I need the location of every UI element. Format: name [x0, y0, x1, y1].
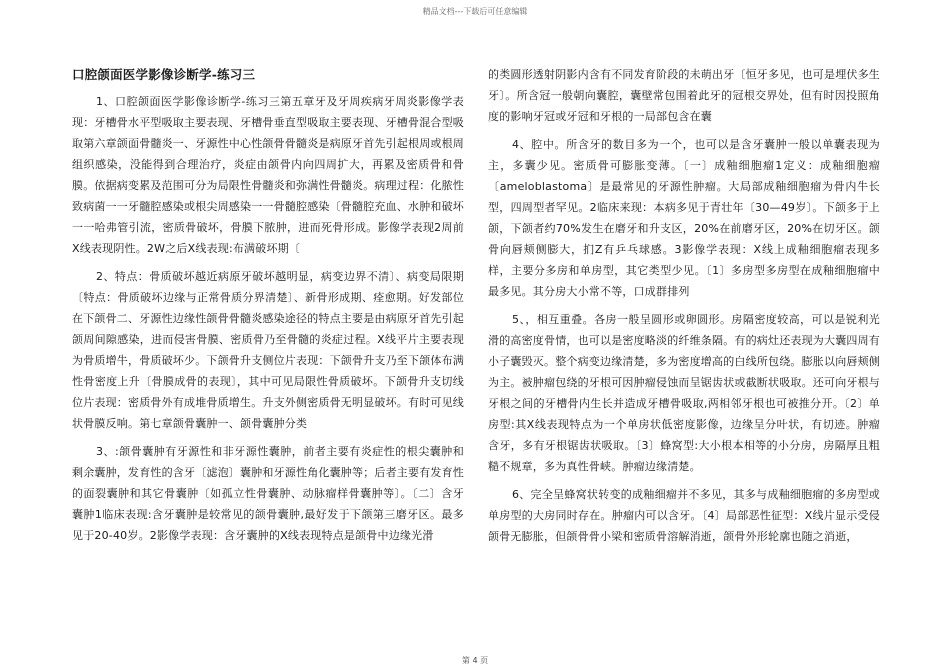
paragraph-continuation: 的类圆形透射阴影内含有不同发育阶段的未萌出牙〔恒牙多见，也可是埋伏多生牙〕。所含冠一般朝向囊腔，囊壁常包围着此牙的冠根交界处，但有时因投照角度的影响牙冠或牙冠和牙根的一局部包含在囊	[488, 68, 880, 123]
paragraph: 1、口腔颌面医学影像诊断学-练习三第五章牙及牙周疾病牙周炎影像学表现：牙槽骨水平型吸取主要表现、牙槽骨垂直型吸取主要表现、牙槽骨混合型吸取第六章颌面骨髓炎一、牙源性中心性颌骨骨髓炎是病原牙首先引起根周或根周组织感染，没能得到合理治疗，炎症由颌骨内向四周扩大，再累及密质骨和骨膜。依据病变累及范围可分为局限性骨髓炎和弥满性骨髓炎。病理过程：化脓性致病菌一一牙髓腔感染或根尖周感染一一骨髓腔感染〔骨髓腔充血、水肿和破坏一一哈弗管引流，密质骨破坏，骨膜下脓肿，进而死骨形成。影像学表现2周前X线表现阴性。2W之后X线表现:布满破坏期〔	[72, 95, 464, 255]
right-column	[488, 64, 880, 554]
page-number: 第 4 页	[461, 656, 489, 665]
paragraph: 3、:颌骨囊肿有牙源性和非牙源性囊肿，前者主要有炎症性的根尖囊肿和剩余囊肿，发育性的含牙〔滤泡〕囊肿和牙源性角化囊肿等；后者主要有发育性的面裂囊肿和其它骨囊肿〔如孤立性骨囊肿、动脉瘤样骨囊肿等〕。〔二〕含牙囊肿1临床表现:含牙囊肿是较常见的颌骨囊肿,最好发于下颌第三磨牙区。最多见于20-40岁。2影像学表现：含牙囊肿的X线表现特点是颌骨中边缘光滑	[72, 445, 464, 542]
document-title: 口腔颌面医学影像诊断学-练习三	[72, 67, 256, 82]
paragraph: 4、腔中。所含牙的数目多为一个，也可以是含牙囊肿一般以单囊表现为主，多囊少见。密质骨可膨胀变薄。〔一〕成釉细胞瘤1定义：成釉细胞瘤〔ameloblastoma〕是最常见的牙源性肿瘤。大局部成釉细胞瘤为骨内牛长型，四周型者罕见。2临床来现：本病多见于青壮年〔30—49岁〕。下颌多于上颌，下颌者约70%发生在磨牙和升支区，20%在前磨牙区，20%在切牙区。颌骨向唇颊侧膨大，扪Z有乒乓球感。3影像学表现：X线上成釉细胞瘤表现多样，主要分多房和单房型，其它类型少见。〔1〕多房型多房型在成釉细胞瘤中最多见。其分房大小常不等，口成群排列	[488, 138, 880, 298]
paragraph: 6、完全呈蜂窝状转变的成釉细瘤并不多见，其多与成釉细胞瘤的多房型或单房型的大房同时存在。肿瘤内可以含牙。〔4〕局部恶性征型：X线片显示受侵颌骨无膨胀，但颌骨骨小梁和密质骨溶解消逝，颌骨外形轮廓也随之消逝，	[488, 488, 880, 543]
page-header: 精品文档---下载后可任意编辑	[422, 7, 528, 16]
paragraph: 5、，相互重叠。各房一般呈圆形或卵圆形。房隔密度较高，可以是锐利光滑的高密度骨情，也可以是密度略淡的纤维条隔。有的病灶还表现为大囊四周有小子囊毁灭。整个病变边缘清楚，多为密度增高的白线所包绕。膨胀以向唇颊侧为主。被肿瘤包绕的牙根可因肿瘤侵蚀而呈锯齿状或截断状吸取。还可向牙根与牙根之间的牙槽骨内生长并造成牙槽骨吸取,两相邻牙根也可被推分开。〔2〕单房型:其X线表现特点为一个单房状低密度影像，边缘呈分叶状，有切迹。肿瘤含牙，多有牙根锯齿状吸取。〔3〕蜂窝型:大小根本相等的小分房，房隔厚且粗糙不规章，多为真性骨峡。肿瘤边缘清楚。	[488, 313, 880, 473]
paragraph: 2、特点：骨质破坏越近病原牙破坏越明显，病变边界不清〕、病变局限期〔特点：骨质破坏边缘与正常骨质分界清楚〕、新骨形成期、痊愈期。好发部位在下颌骨二、牙源性边缘性颌骨骨髓炎感染途径的特点主要是由病原牙首先引起颌周间隙感染，进而侵害骨膜、密质骨乃至骨髓的炎症过程。X线平片主要表现为骨质增牛，骨质破坏少。下颌骨升支侧位片表现：下颌骨升支乃至下颌体布满性骨密度上升〔骨膜成骨的表现〕，其中可见局限性骨质破坏。下颌骨升支切线位片表现：密质骨外有成堆骨质增生。升支外侧密质骨无明显破坏。有时可见线状骨膜反响。第七章颌骨囊肿一、颌骨囊肿分类	[72, 270, 464, 430]
left-column	[72, 64, 464, 553]
